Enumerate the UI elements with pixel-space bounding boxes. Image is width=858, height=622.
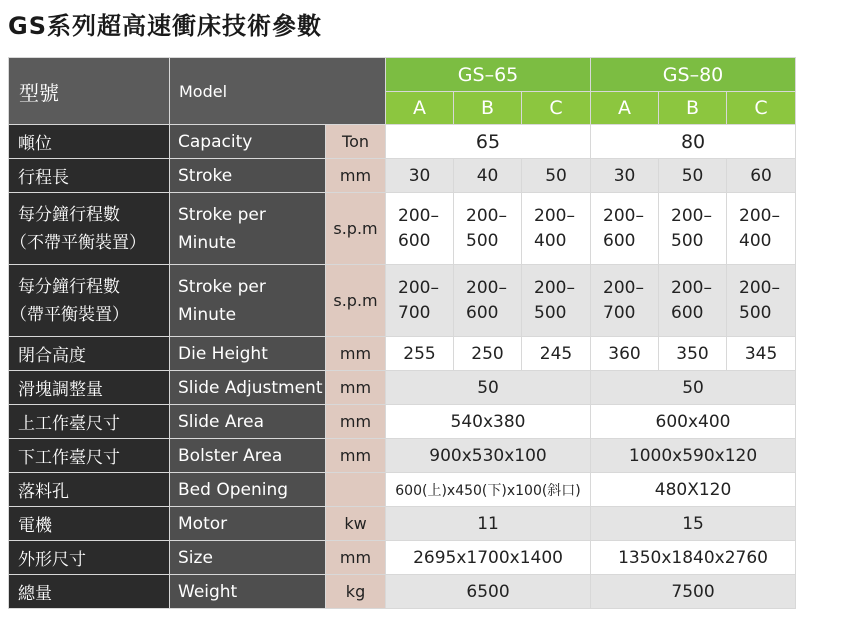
row-label-cn: 下工作臺尺寸 [9,439,170,473]
label-line-1: Stroke per [178,204,266,225]
row-unit: mm [326,337,386,371]
row-unit: mm [326,159,386,193]
label-line-2: （帶平衡裝置） [10,304,129,325]
range-to: 500 [534,302,567,323]
label-line-2: （不帶平衡裝置） [10,232,146,253]
header-sub-gs65-a: A [386,92,454,125]
range-to: 700 [603,302,636,323]
row-label-en: Bed Opening [170,473,326,507]
value-gs80: 80 [591,125,796,159]
row-label-cn: 行程長 [9,159,170,193]
range-from: 200– [603,205,644,226]
value-gs80: 50 [591,371,796,405]
row-unit: mm [326,405,386,439]
value-gs80: 600x400 [591,405,796,439]
range-from: 200– [398,277,439,298]
value-gs65-c [522,265,591,337]
value-gs65-b [454,193,522,265]
row-spm-balance [9,265,796,337]
range-to: 600 [398,230,431,251]
row-unit: Ton [326,125,386,159]
value-gs80-a: 30 [591,159,659,193]
value-gs65: 2695x1700x1400 [386,541,591,575]
value-gs65-c: 245 [522,337,591,371]
range-from: 200– [739,205,780,226]
range-to: 400 [739,230,772,251]
row-slide-area [9,405,796,439]
row-label-en: Stroke [170,159,326,193]
row-weight [9,575,796,609]
value-gs65-c [522,193,591,265]
row-label-cn: 電機 [9,507,170,541]
header-sub-gs65-c: C [522,92,591,125]
range-from: 200– [534,277,575,298]
row-unit: s.p.m [326,193,386,265]
row-label-en: Size [170,541,326,575]
value-gs80-c [727,265,796,337]
row-label-cn: 噸位 [9,125,170,159]
value-gs80-a [591,265,659,337]
value-gs80-b: 350 [659,337,727,371]
value-gs80-a: 360 [591,337,659,371]
row-label-en [170,193,326,265]
row-label-cn: 落料孔 [9,473,170,507]
header-sub-gs65-b: B [454,92,522,125]
value-gs80: 1350x1840x2760 [591,541,796,575]
row-bolster-area [9,439,796,473]
row-label-en [170,265,326,337]
value-gs65: 600(上)x450(下)x100(斜口) [386,473,591,507]
value-gs80-b [659,265,727,337]
value-gs80: 1000x590x120 [591,439,796,473]
label-line-2: Minute [178,232,237,253]
row-unit: mm [326,541,386,575]
value-gs65-c: 50 [522,159,591,193]
row-unit: kw [326,507,386,541]
value-gs65-b [454,265,522,337]
row-label-en: Weight [170,575,326,609]
range-from: 200– [603,277,644,298]
range-from: 200– [671,205,712,226]
range-from: 200– [739,277,780,298]
range-from: 200– [398,205,439,226]
row-die-height [9,337,796,371]
range-to: 600 [466,302,499,323]
label-line-1: 每分鐘行程數 [18,204,120,225]
value-gs80-b [659,193,727,265]
label-line-1: 每分鐘行程數 [18,276,120,297]
range-to: 700 [398,302,431,323]
row-unit: mm [326,439,386,473]
range-to: 600 [603,230,636,251]
header-model-en: Model [170,58,386,125]
header-sub-gs80-b: B [659,92,727,125]
row-bed-opening [9,473,796,507]
value-gs80: 15 [591,507,796,541]
row-label-cn [9,265,170,337]
value-gs65: 6500 [386,575,591,609]
row-label-en: Capacity [170,125,326,159]
value-gs80-c: 345 [727,337,796,371]
row-unit: kg [326,575,386,609]
range-to: 500 [739,302,772,323]
value-gs65: 65 [386,125,591,159]
row-label-cn: 滑塊調整量 [9,371,170,405]
row-unit [326,473,386,507]
row-label-en: Motor [170,507,326,541]
header-sub-gs80-a: A [591,92,659,125]
row-label-cn: 總量 [9,575,170,609]
row-motor [9,507,796,541]
row-unit: s.p.m [326,265,386,337]
row-stroke [9,159,796,193]
value-gs65: 900x530x100 [386,439,591,473]
value-gs80-c: 60 [727,159,796,193]
value-gs65: 540x380 [386,405,591,439]
row-capacity [9,125,796,159]
page-title: GS系列超高速衝床技術參數 [8,12,322,40]
label-line-2: Minute [178,304,237,325]
value-gs80: 7500 [591,575,796,609]
range-to: 500 [466,230,499,251]
row-label-en: Bolster Area [170,439,326,473]
spec-table [8,57,796,609]
header-model-cn: 型號 [9,58,170,125]
header-sub-gs80-c: C [727,92,796,125]
row-label-cn: 上工作臺尺寸 [9,405,170,439]
row-label-en: Slide Area [170,405,326,439]
range-to: 600 [671,302,704,323]
value-gs80: 480X120 [591,473,796,507]
row-spm-no-balance [9,193,796,265]
value-gs65: 50 [386,371,591,405]
value-gs80-b: 50 [659,159,727,193]
value-gs65-b: 40 [454,159,522,193]
row-size [9,541,796,575]
range-from: 200– [671,277,712,298]
range-from: 200– [466,277,507,298]
header-group-gs80: GS–80 [591,58,796,92]
value-gs65-a [386,193,454,265]
row-label-en: Die Height [170,337,326,371]
value-gs65-b: 250 [454,337,522,371]
row-label-en: Slide Adjustment [170,371,326,405]
header-group-gs65: GS–65 [386,58,591,92]
range-from: 200– [534,205,575,226]
row-slide-adjustment [9,371,796,405]
value-gs65-a: 30 [386,159,454,193]
value-gs65-a: 255 [386,337,454,371]
row-label-cn: 外形尺寸 [9,541,170,575]
range-to: 400 [534,230,567,251]
range-to: 500 [671,230,704,251]
row-unit: mm [326,371,386,405]
value-gs80-a [591,193,659,265]
value-gs65-a [386,265,454,337]
value-gs65: 11 [386,507,591,541]
range-from: 200– [466,205,507,226]
row-label-cn: 閉合高度 [9,337,170,371]
row-label-cn [9,193,170,265]
value-gs80-c [727,193,796,265]
label-line-1: Stroke per [178,276,266,297]
